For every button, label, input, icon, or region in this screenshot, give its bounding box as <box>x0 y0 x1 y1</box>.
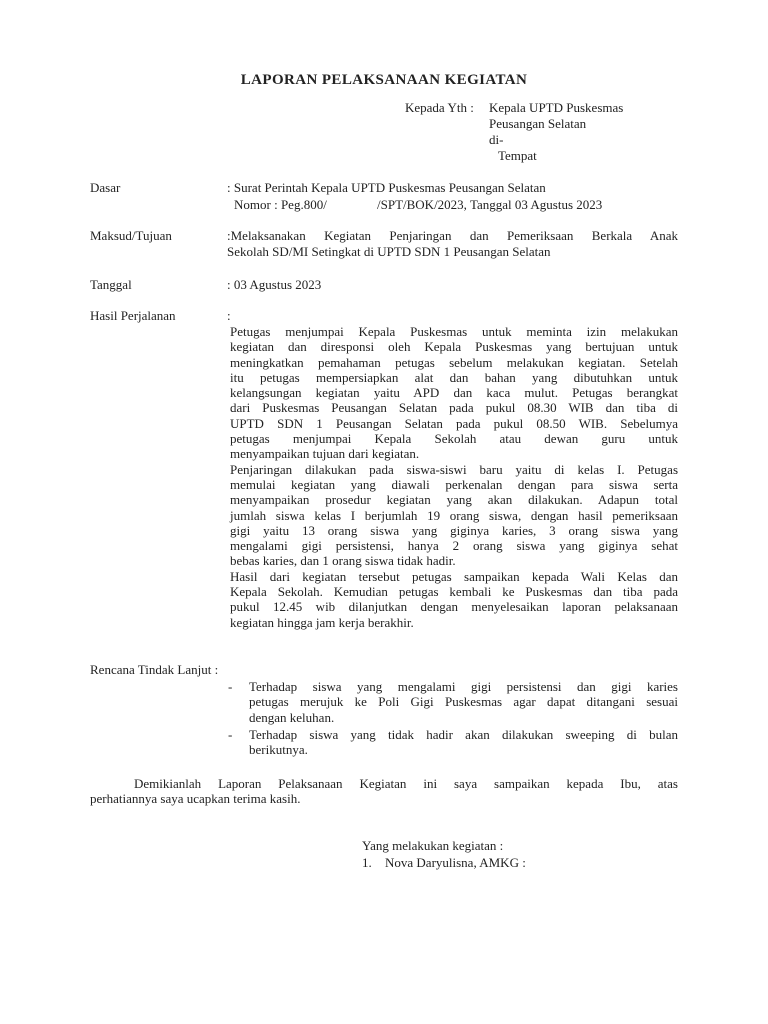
paragraph-line: Kepala Sekolah. Kemudian petugas kembali ke Puskesmas dan tiba pada <box>230 584 678 600</box>
paragraph-line: jumlah siswa kelas I berjumlah 19 orang siswa, dengan hasil pemeriksaan <box>230 507 678 523</box>
tanggal-label: Tanggal <box>90 277 132 292</box>
rtl-line: Terhadap siswa yang tidak hadir akan dilakukan sweeping di bulan <box>249 727 678 742</box>
signature-label: Yang melakukan kegiatan : <box>362 838 504 853</box>
rtl-item-1 <box>249 679 678 725</box>
rtl-line: dengan keluhan. <box>249 709 335 725</box>
paragraph-line: meningkatkan pemahaman petugas sebelum melakukan kegiatan. Setelah <box>230 354 678 370</box>
addressee-line-3: di- <box>489 132 504 147</box>
paragraph-line: UPTD SDN 1 Peusangan Selatan pada pukul 08.50 WIB. Sebelumya <box>230 415 678 431</box>
paragraph-line: memulai kegiatan yang diawali perkenalan dengan para siswa serta <box>230 476 678 492</box>
rtl-item-2 <box>249 727 678 758</box>
maksud-label: Maksud/Tujuan <box>90 228 172 243</box>
rtl-bullet-1: - <box>228 679 233 694</box>
tanggal-value: : 03 Agustus 2023 <box>227 277 322 292</box>
paragraph-line: pukul 12.45 wib dilanjutkan dengan menyelesaikan laporan pelaksanaan <box>230 599 678 615</box>
rtl-bullet-2: - <box>228 727 233 742</box>
maksud-line-1: :Melaksanakan Kegiatan Penjaringan dan Pemeriksaan Berkala Anak <box>227 228 678 243</box>
paragraph-line: Hasil dari kegiatan tersebut petugas sampaikan kepada Wali Kelas dan <box>230 568 678 584</box>
rtl-line: berikutnya. <box>249 742 308 758</box>
paragraph-line: mengalami gigi persistensi, hanya 2 orang siswa yang giginya sehat <box>230 538 678 554</box>
rtl-label: Rencana Tindak Lanjut : <box>90 662 219 677</box>
paragraph-line: petugas menjumpai Kepala Sekolah atau dewan guru untuk <box>230 431 678 447</box>
closing-line <box>90 776 678 791</box>
rtl-line: petugas merujuk ke Poli Gigi Puskesmas agar dapat ditangani sesuai <box>249 694 678 710</box>
dasar-label: Dasar <box>90 180 121 195</box>
closing-line: perhatiannya saya ucapkan terima kasih. <box>90 791 301 807</box>
paragraph-line: Petugas menjumpai Kepala Puskesmas untuk meminta izin melakukan <box>230 324 678 339</box>
paragraph-line: itu petugas mempersiapkan alat dan bahan yang dibutuhkan untuk <box>230 369 678 385</box>
paragraph-line: menyampaikan prosedur kegiatan yang akan dilakukan. Adapun total <box>230 492 678 508</box>
paragraph-line: menyampaikan tujuan dari kegiatan. <box>230 446 420 462</box>
paragraph-line: kelangsungan kegiatan yaitu APD dan kaca mulut. Petugas berangkat <box>230 385 678 401</box>
paragraph-line: kegiatan dan diresponsi oleh Kepala Puskesmas yang bertujuan untuk <box>230 339 678 355</box>
closing-line-text: Demikianlah Laporan Pelaksanaan Kegiatan ini saya sampaikan kepada Ibu, atas <box>134 776 678 791</box>
hasil-colon: : <box>227 308 231 323</box>
rtl-line: Terhadap siswa yang mengalami gigi persistensi dan gigi karies <box>249 679 678 694</box>
addressee-line-2: Peusangan Selatan <box>489 116 587 131</box>
hasil-paragraph-1 <box>230 324 678 630</box>
addressee-label: Kepada Yth : <box>405 100 474 115</box>
paragraph-line: Penjaringan dilakukan pada siswa-siswi baru yaitu di kelas I. Petugas <box>230 461 678 477</box>
signature-number: 1. <box>362 855 372 870</box>
document-title: LAPORAN PELAKSANAAN KEGIATAN <box>240 72 528 88</box>
hasil-label: Hasil Perjalanan <box>90 308 176 323</box>
dasar-line-1: : Surat Perintah Kepala UPTD Puskesmas Peusangan Selatan <box>227 180 546 195</box>
paragraph-line: bebas karies, dan 1 orang siswa tidak hadir. <box>230 553 456 569</box>
addressee-line-4: Tempat <box>498 148 537 163</box>
dasar-nomor-rest: /SPT/BOK/2023, Tanggal 03 Agustus 2023 <box>377 197 603 212</box>
addressee-line-1: Kepala UPTD Puskesmas <box>489 100 624 115</box>
paragraph-line: dari Puskesmas Peusangan Selatan pada pukul 08.30 WIB dan tiba di <box>230 400 678 416</box>
paragraph-line: gigi yaitu 13 orang siswa yang giginya karies, 3 orang siswa yang <box>230 522 678 538</box>
maksud-line-2: Sekolah SD/MI Setingkat di UPTD SDN 1 Peusangan Selatan <box>227 244 551 259</box>
dasar-nomor: Nomor : Peg.800/ <box>234 197 327 212</box>
paragraph-line: kegiatan hingga jam kerja berakhir. <box>230 614 414 630</box>
signature-name: Nova Daryulisna, AMKG : <box>385 855 526 870</box>
closing-paragraph <box>90 776 678 807</box>
